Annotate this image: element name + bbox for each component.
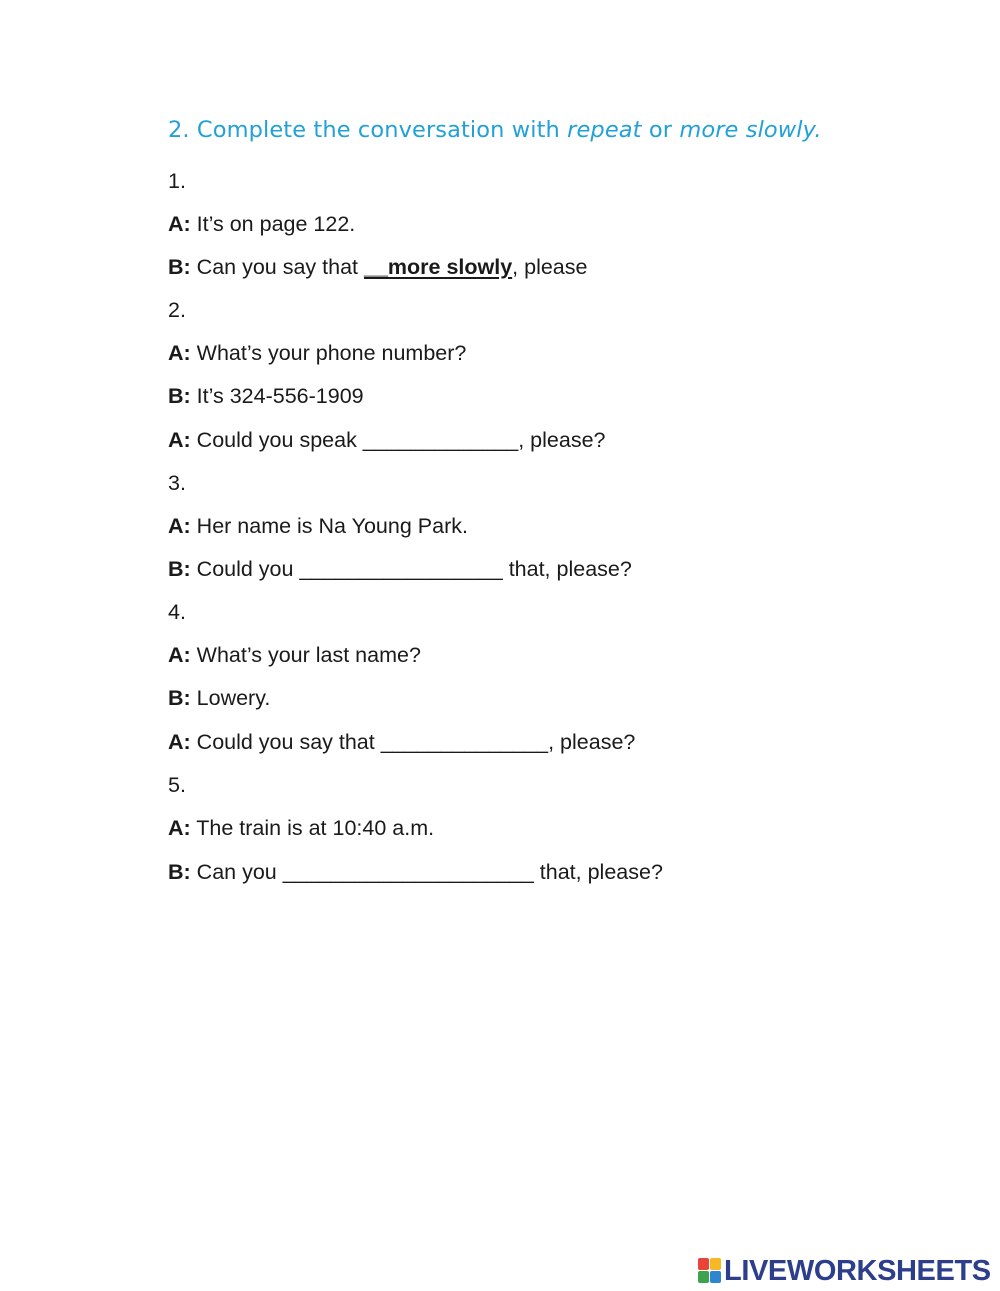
title-mid: or (641, 117, 680, 143)
speaker-label: B: (168, 255, 191, 279)
speaker-label: A: (168, 816, 191, 840)
speaker-label: B: (168, 384, 191, 408)
dialogue-text: It’s on page 122. (190, 212, 356, 236)
speaker-label: B: (168, 860, 191, 884)
speaker-label: B: (168, 557, 191, 581)
speaker-label: A: (168, 730, 191, 754)
dialogue-text-with-blank[interactable]: Could you say that ______________, please? (190, 730, 636, 754)
title-word-more-slowly: more slowly (679, 117, 815, 143)
item-number-3: 3. (168, 471, 186, 495)
speaker-label: A: (168, 514, 191, 538)
dialogue-line-1a (168, 214, 355, 236)
dialogue-text: Her name is Na Young Park. (190, 514, 468, 538)
logo-text: LIVEWORKSHEETS (724, 1254, 991, 1287)
dialogue-line-2a (168, 343, 466, 365)
exercise-title (168, 117, 822, 143)
title-word-repeat: repeat (567, 117, 642, 143)
dialogue-line-3b[interactable] (168, 559, 632, 581)
item-number-2: 2. (168, 298, 186, 322)
dialogue-text: Lowery. (190, 686, 271, 710)
dialogue-text: What’s your last name? (190, 643, 421, 667)
dialogue-line-4a (168, 645, 421, 667)
dialogue-line-3a (168, 516, 468, 538)
dialogue-line-2b (168, 386, 364, 408)
item-number-1: 1. (168, 169, 186, 193)
dialogue-text-with-blank[interactable]: Could you speak _____________, please? (190, 428, 606, 452)
dialogue-line-1b (168, 257, 587, 279)
title-suffix: . (814, 117, 822, 143)
speaker-label: B: (168, 686, 191, 710)
dialogue-text-with-blank[interactable]: Can you _____________________ that, please? (190, 860, 663, 884)
dialogue-text: It’s 324-556-1909 (190, 384, 364, 408)
dialogue-text-before: Can you say that (190, 255, 364, 279)
item-number-5: 5. (168, 773, 186, 797)
speaker-label: A: (168, 428, 191, 452)
item-number-4: 4. (168, 600, 186, 624)
speaker-label: A: (168, 643, 191, 667)
dialogue-text-after: , please (512, 255, 588, 279)
dialogue-line-4b (168, 688, 270, 710)
liveworksheets-logo (698, 1256, 991, 1286)
speaker-label: A: (168, 212, 191, 236)
dialogue-text: The train is at 10:40 a.m. (190, 816, 435, 840)
dialogue-text: What’s your phone number? (190, 341, 467, 365)
dialogue-text-with-blank[interactable]: Could you _________________ that, please? (190, 557, 632, 581)
speaker-label: A: (168, 341, 191, 365)
dialogue-line-4c[interactable] (168, 732, 635, 754)
filled-answer: __more slowly (363, 255, 513, 279)
title-prefix: 2. Complete the conversation with (168, 117, 568, 143)
dialogue-line-5b[interactable] (168, 862, 663, 884)
dialogue-line-5a (168, 818, 434, 840)
dialogue-line-2c[interactable] (168, 430, 606, 452)
logo-blocks-icon (698, 1258, 722, 1284)
